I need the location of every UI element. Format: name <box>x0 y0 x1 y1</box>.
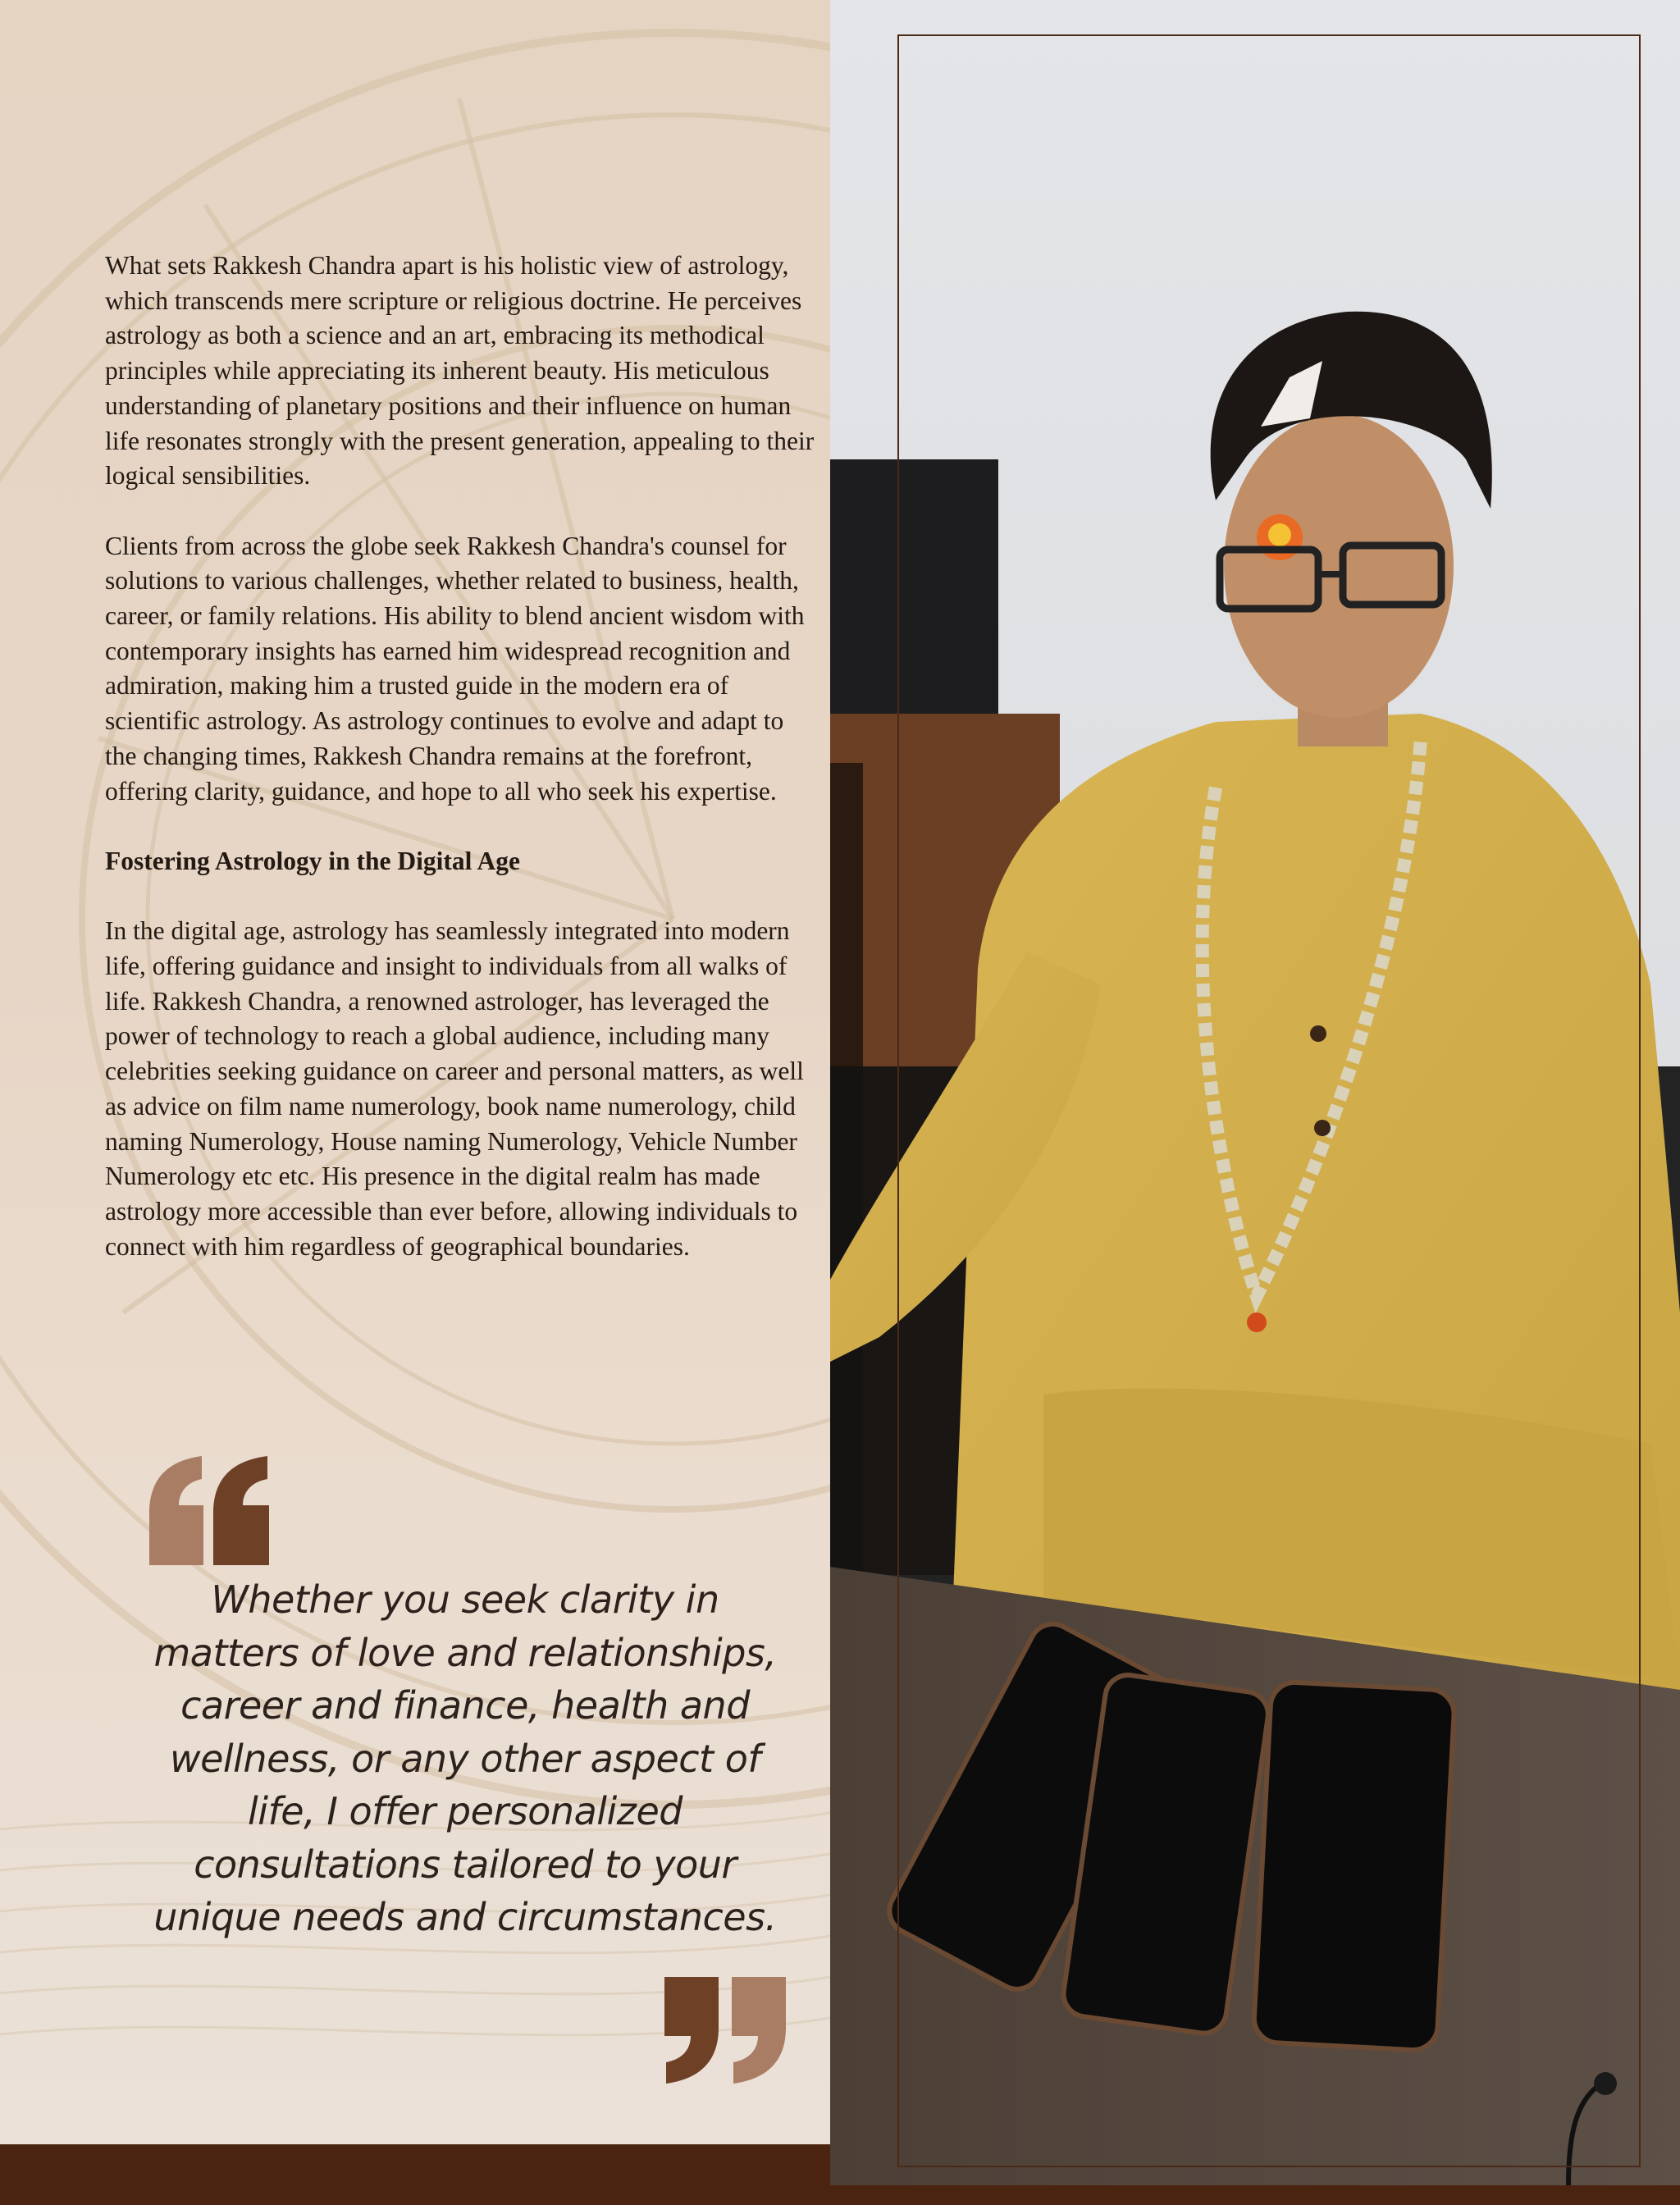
article-body <box>105 249 815 1299</box>
article-paragraph: What sets Rakkesh Chandra apart is his holistic view of astrology, which transcends mere scripture or religious doctrine. He perceives astrology as both a science and an art, embracing its methodical principles while appreciating its inherent beauty. His meticulous understanding of planetary positions and their influence on human life resonates strongly with the present generation, appealing to their logical sensibilities. <box>105 251 815 491</box>
section-heading: Fostering Astrology in the Digital Age <box>105 846 521 875</box>
open-quote-icon <box>148 1456 271 1567</box>
article-paragraph: In the digital age, astrology has seamlessly integrated into modern life, offering guidance and insight to individuals from all walks of life. Rakkesh Chandra, a renowned astrologer, has leveraged the power of technology to reach a global audience, including many celebrities seeking guidance on career and personal matters, as well as advice on film name numerology, book name numerology, child naming Numerology, House naming Numerology, Vehicle Number Numerology etc etc. His presence in the digital realm has made astrology more accessible than ever before, allowing individuals to connect with him regardless of geographical boundaries. <box>105 916 804 1261</box>
portrait-photo <box>830 0 1680 2185</box>
astrologer-portrait <box>830 0 1680 2185</box>
close-quote-icon <box>664 1977 788 2084</box>
pull-quote: Whether you seek clarity in matters of love and relationships, career and finance, health and wellness, or any other aspect of life, I offer personalized consultations tailored to your unique needs and circumstances. <box>153 1577 777 1939</box>
text-panel <box>0 0 830 2144</box>
article-paragraph: Clients from across the globe seek Rakkesh Chandra's counsel for solutions to various challenges, whether related to business, health, career, or family relations. His ability to blend ancient wisdom with contemporary insights has earned him widespread recognition and admiration, making him a trusted guide in the modern era of scientific astrology. As astrology continues to evolve and adapt to the changing times, Rakkesh Chandra remains at the forefront, offering clarity, guidance, and hope to all who seek his expertise. <box>105 531 805 806</box>
